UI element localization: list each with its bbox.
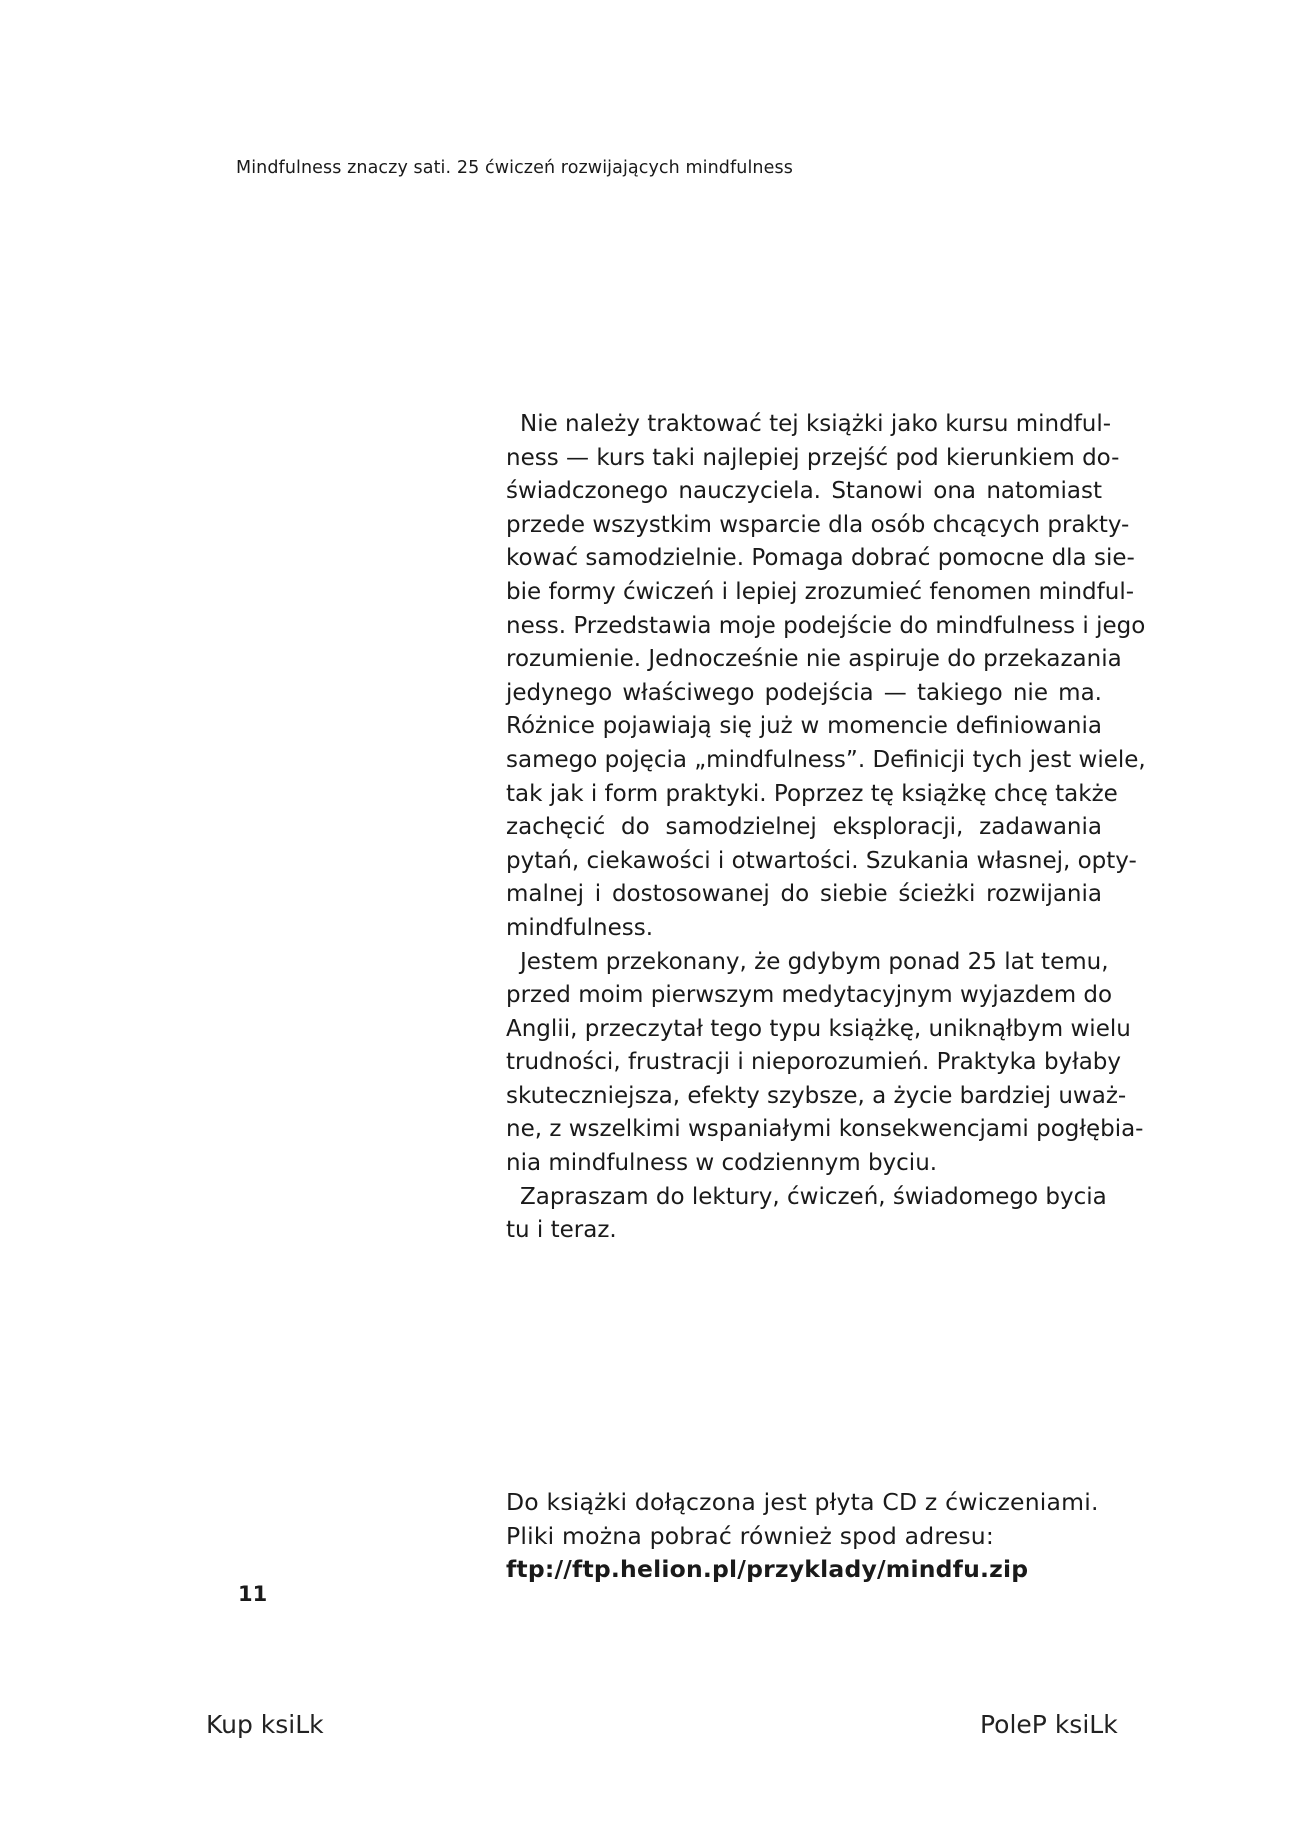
text-line: jedynego właściwego podejścia — takiego nie ma. xyxy=(506,679,1102,706)
text-line: mindfulness. xyxy=(506,914,654,941)
text-line: tak jak i form praktyki. Poprzez tę książkę chcę także xyxy=(506,780,1118,807)
running-header: Mindfulness znaczy sati. 25 ćwiczeń rozwijających mindfulness xyxy=(236,158,793,178)
cd-note-line: Do książki dołączona jest płyta CD z ćwiczeniami. xyxy=(506,1488,1099,1516)
text-line: malnej i dostosowanej do siebie ścieżki rozwijania xyxy=(506,881,1102,908)
buy-book-link[interactable]: Kup ksiLk xyxy=(206,1710,324,1739)
text-line: świadczonego nauczyciela. Stanowi ona natomiast xyxy=(506,478,1102,505)
page-number: 11 xyxy=(238,1582,268,1606)
text-line: zachęcić do samodzielnej eksploracji, zadawania xyxy=(506,814,1102,841)
text-line: ness — kurs taki najlepiej przejść pod kierunkiem do- xyxy=(506,444,1120,471)
text-line: Różnice pojawiają się już w momencie definiowania xyxy=(506,713,1102,740)
text-line: ne, z wszelkimi wspaniałymi konsekwencjami pogłębia- xyxy=(506,1116,1144,1143)
text-line: skuteczniejsza, efekty szybsze, a życie bardziej uważ- xyxy=(506,1082,1127,1109)
text-line: tu i teraz. xyxy=(506,1217,617,1244)
main-text xyxy=(506,408,1146,1248)
text-line: kować samodzielnie. Pomaga dobrać pomocne dla sie- xyxy=(506,545,1135,572)
text-line: pytań, ciekawości i otwartości. Szukania własnej, opty- xyxy=(506,847,1137,874)
cd-note xyxy=(506,1486,1102,1587)
text-line: nia mindfulness w codziennym byciu. xyxy=(506,1150,938,1177)
text-line: Zapraszam do lektury, ćwiczeń, świadomego bycia xyxy=(520,1183,1107,1210)
text-line: trudności, frustracji i nieporozumień. Praktyka byłaby xyxy=(506,1049,1122,1076)
text-line: Anglii, przeczytał tego typu książkę, uniknąłbym wielu xyxy=(506,1015,1131,1042)
recommend-book-link[interactable]: PoleP ksiLk xyxy=(980,1710,1118,1739)
download-url[interactable]: ftp://ftp.helion.pl/przyklady/mindfu.zip xyxy=(506,1555,1029,1583)
text-line: rozumienie. Jednocześnie nie aspiruje do przekazania xyxy=(506,646,1122,673)
text-line: przede wszystkim wsparcie dla osób chcących prakty- xyxy=(506,511,1130,538)
text-line: Nie należy traktować tej książki jako kursu mindful- xyxy=(520,411,1112,437)
text-line: Jestem przekonany, że gdybym ponad 25 lat temu, xyxy=(520,948,1109,975)
text-line: bie formy ćwiczeń i lepiej zrozumieć fenomen mindful- xyxy=(506,578,1135,605)
text-line: przed moim pierwszym medytacyjnym wyjazdem do xyxy=(506,982,1113,1009)
cd-note-line: Pliki można pobrać również spod adresu: xyxy=(506,1521,995,1550)
text-line: ness. Przedstawia moje podejście do mindfulness i jego xyxy=(506,612,1146,639)
text-line: samego pojęcia „mindfulness”. Definicji tych jest wiele, xyxy=(506,746,1146,773)
